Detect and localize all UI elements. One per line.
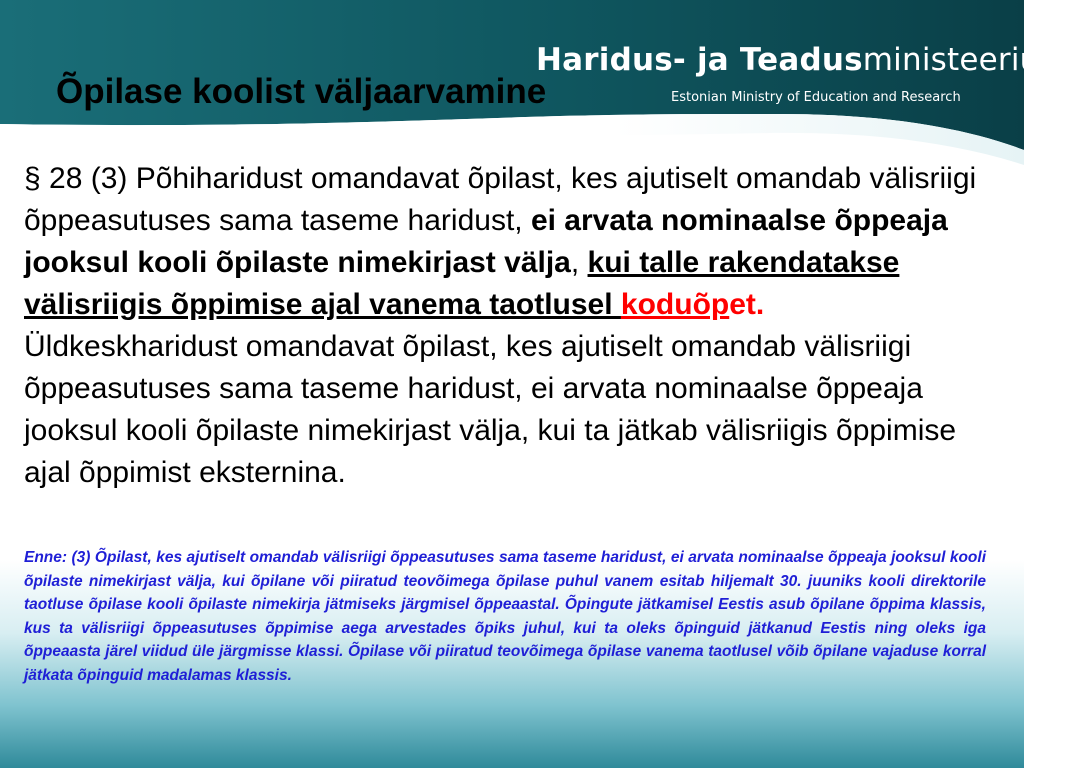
paragraph1-intro: § 28 (3) Põhiharidust omandavat õpilast, kes ajutiselt omandab välisriigi õppeasutuses sama taseme haridust, [24, 162, 977, 237]
paragraph1-highlight-plain: et [729, 288, 756, 321]
slide-title: Õpilase koolist väljaarvamine [56, 72, 547, 111]
paragraph1-bold: ei arvata nominaalse õppeaja jooksul kooli õpilaste nimekirjast välja [24, 204, 948, 279]
paragraph1-highlight-underlined: koduõp [620, 288, 730, 321]
paragraph1-period: . [755, 288, 765, 321]
paragraph1-comma: , [570, 246, 588, 279]
logo-name-regular: ministeerium [862, 42, 1070, 78]
previous-version-note: Enne: (3) Õpilast, kes ajutiselt omandab välisriigi õppeasutuses sama taseme haridust, ei arvata nominaalse õppeaja jooksul kooli õpilaste nimekirjast välja, kui õpilane või piiratud teovõimega õpilase puhul vanem esitab hiljemalt 30. juuniks kooli direktorile taotluse õpilase kooli õpilaste nimekirja jätmiseks järgmisel õppeaastal. Õpingute jätkamisel Eestis asub õpilane õppima klassis, kus ta välisriigi õppeasutuses õppimise aega arvestades õpiks juhul, kui ta oleks õpinguid jätkanud Eestis ning oleks iga õppeaasta järel viidud üle järgmisse klassi. Õpilase või piiratud teovõimega õpilase vanema taotlusel võib õpilane vajaduse korral jätkata õpinguid madalamas klassis. [24, 549, 986, 684]
slide-body [24, 158, 986, 494]
ministry-logo [536, 42, 1070, 105]
paragraph1-underlined: kui talle rakendatakse välisriigis õppimise ajal vanema taotlusel [24, 246, 900, 321]
paragraph-basic-education [24, 158, 986, 326]
logo-name-bold: Haridus- ja Teadus [536, 42, 863, 78]
logo-subtitle: Estonian Ministry of Education and Research [671, 90, 961, 105]
paragraph-secondary-education: Üldkeskharidust omandavat õpilast, kes ajutiselt omandab välisriigi õppeasutuses sama taseme haridust, ei arvata nominaalse õppeaja jooksul kooli õpilaste nimekirjast välja, kui ta jätkab välisriigis õppimise ajal õppimist eksternina. [24, 330, 957, 489]
logo-wordmark [536, 42, 1070, 78]
